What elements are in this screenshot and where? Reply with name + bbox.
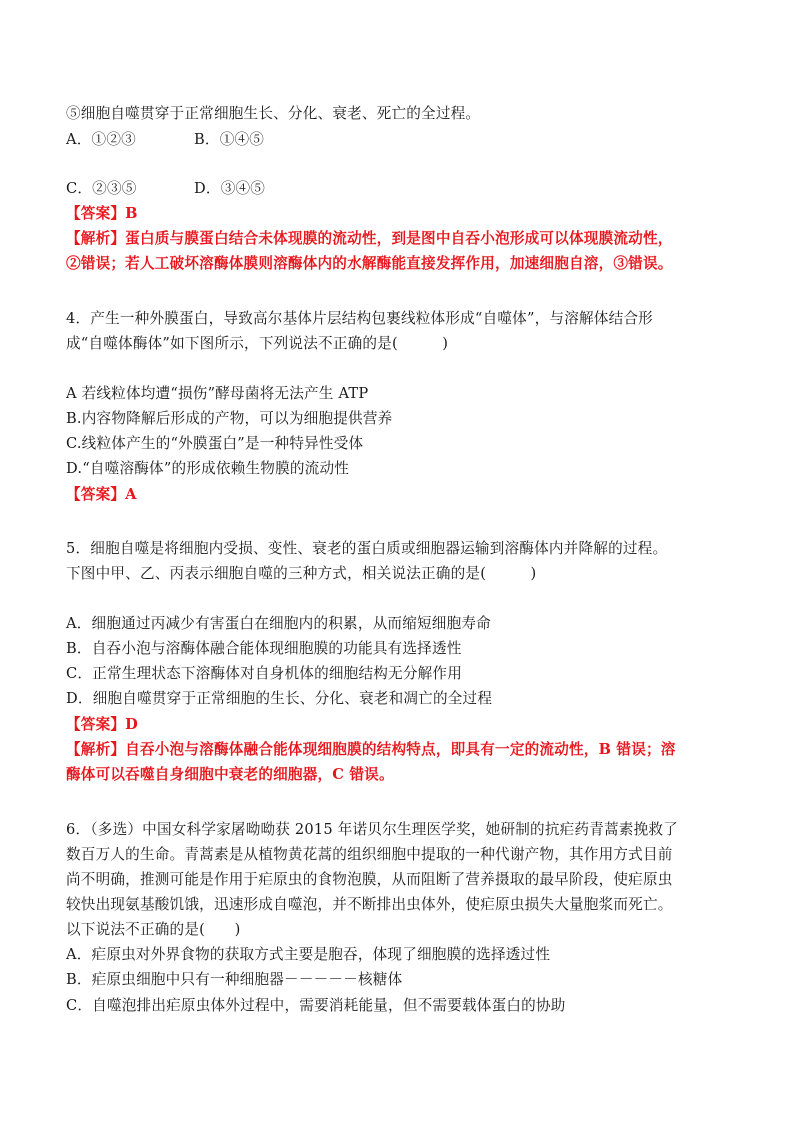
q4-stem-line2: 成“自噬体酶体”如下图所示，下列说法不正确的是( )	[66, 335, 449, 352]
q4-stem-line1: 4．产生一种外膜蛋白，导致高尔基体片层结构包裹线粒体形成“自噬体”，与溶解体结合形	[66, 310, 653, 327]
q3-option-c: C．②③⑤	[66, 180, 137, 197]
q5-option-d: D．细胞自噬贯穿于正常细胞的生长、分化、衰老和凋亡的全过程	[66, 690, 493, 707]
q6-stem-line3: 尚不明确，推测可能是作用于疟原虫的食物泡膜，从而阻断了营养摄取的最早阶段，使疟原虫	[66, 871, 673, 888]
q3-options-row1	[66, 130, 366, 150]
q3-statement-5: ⑤细胞自噬贯穿于正常细胞生长、分化、衰老、死亡的全过程。	[66, 105, 481, 122]
q3-answer: 【答案】B	[66, 205, 138, 222]
q6-stem-line4: 较快出现氨基酸饥饿，迅速形成自噬泡，并不断排出虫体外，使疟原虫损失大量胞浆而死亡。	[66, 896, 673, 913]
q4-option-d: D.“自噬溶酶体”的形成依赖生物膜的流动性	[66, 460, 350, 477]
q5-analysis-line2: 酶体可以吞噬自身细胞中衰老的细胞器，C 错误。	[66, 766, 394, 783]
q5-option-a: A．细胞通过丙减少有害蛋白在细胞内的积累，从而缩短细胞寿命	[66, 615, 491, 632]
q4-option-a: A 若线粒体均遭“损伤”酵母菌将无法产生 ATP	[66, 385, 369, 402]
q5-stem-line2: 下图中甲、乙、丙表示细胞自噬的三种方式，相关说法正确的是( )	[66, 565, 537, 582]
q3-option-d: D．③④⑤	[194, 180, 266, 197]
q3-option-a: A．①②③	[66, 131, 136, 148]
q4-option-c: C.线粒体产生的“外膜蛋白”是一种特异性受体	[66, 435, 364, 452]
q6-stem-line2: 数百万人的生命。青蒿素是从植物黄花蒿的组织细胞中提取的一种代谢产物，其作用方式目前	[66, 846, 673, 863]
q5-option-c: C．正常生理状态下溶酶体对自身机体的细胞结构无分解作用	[66, 665, 463, 682]
q4-option-b: B.内容物降解后形成的产物，可以为细胞提供营养	[66, 410, 393, 427]
q5-answer: 【答案】D	[66, 716, 139, 733]
q3-option-b: B．①④⑤	[194, 131, 265, 148]
q6-stem-line5: 以下说法不正确的是( )	[66, 921, 241, 938]
q3-options-row2	[66, 179, 366, 199]
q6-option-a: A．疟原虫对外界食物的获取方式主要是胞吞，体现了细胞膜的选择透过性	[66, 946, 551, 963]
q4-answer: 【答案】A	[66, 486, 137, 503]
q5-option-b: B．自吞小泡与溶酶体融合能体现细胞膜的功能具有选择透性	[66, 640, 462, 657]
q6-option-b: B．疟原虫细胞中只有一种细胞器－－－－－核糖体	[66, 971, 403, 988]
q6-option-c: C．自噬泡排出疟原虫体外过程中，需要消耗能量，但不需要载体蛋白的协助	[66, 997, 566, 1014]
q5-analysis-line1: 【解析】自吞小泡与溶酶体融合能体现细胞膜的结构特点，即具有一定的流动性，B 错误；溶	[66, 741, 676, 758]
q3-analysis-line1: 【解析】蛋白质与膜蛋白结合未体现膜的流动性，到是图中自吞小泡形成可以体现膜流动性，	[66, 230, 673, 247]
q3-analysis-line2: ②错误；若人工破坏溶酶体膜则溶酶体内的水解酶能直接发挥作用，加速细胞自溶，③错误。	[66, 255, 673, 272]
q5-stem-line1: 5．细胞自噬是将细胞内受损、变性、衰老的蛋白质或细胞器运输到溶酶体内并降解的过程。	[66, 540, 668, 557]
q6-stem-line1: 6．（多选）中国女科学家屠呦呦获 2015 年诺贝尔生理医学奖，她研制的抗疟药青蒿素挽救了	[66, 821, 678, 838]
